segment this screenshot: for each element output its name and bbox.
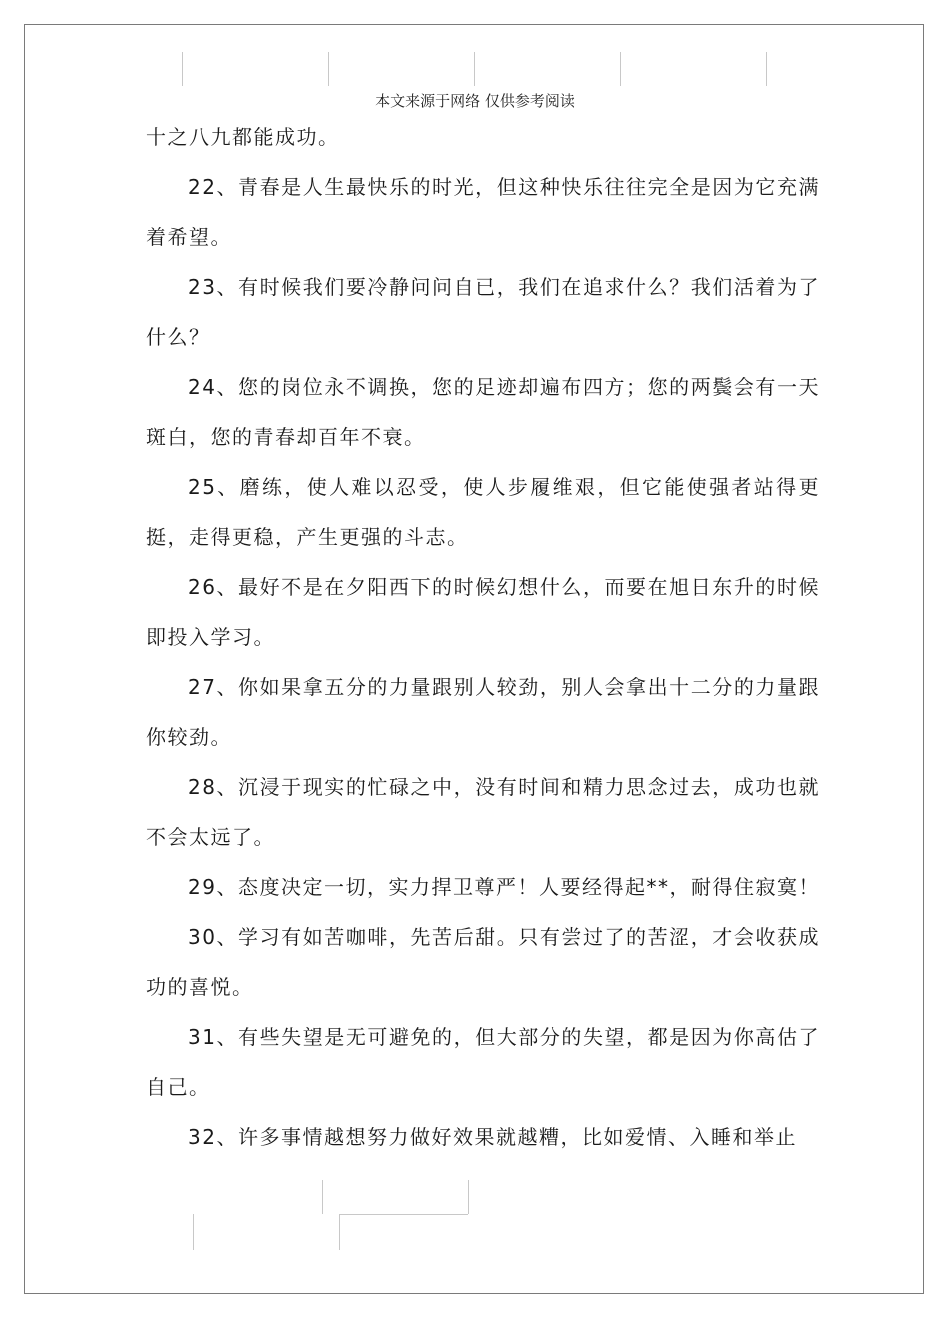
paragraph-27: 27、你如果拿五分的力量跟别人较劲，别人会拿出十二分的力量跟你较劲。 — [146, 675, 820, 749]
paragraph-22: 22、青春是人生最快乐的时光，但这种快乐往往完全是因为它充满着希望。 — [146, 175, 820, 249]
document-body — [146, 112, 820, 1162]
paragraph-23: 23、有时候我们要冷静问问自已，我们在追求什么？我们活着为了什么？ — [146, 275, 820, 349]
footer-mark-2 — [468, 1180, 469, 1214]
paragraph-26: 26、最好不是在夕阳西下的时候幻想什么，而要在旭日东升的时候即投入学习。 — [146, 575, 820, 649]
paragraph-25: 25、磨练，使人难以忍受，使人步履维艰，但它能使强者站得更挺，走得更稳，产生更强的斗志。 — [146, 475, 820, 549]
header-mark-3 — [474, 52, 475, 86]
paragraph-29: 29、态度决定一切，实力捍卫尊严！人要经得起**，耐得住寂寞！ — [188, 875, 820, 899]
paragraph-32: 32、许多事情越想努力做好效果就越糟，比如爱情、入睡和举止 — [188, 1125, 797, 1149]
paragraph-24: 24、您的岗位永不调换，您的足迹却遍布四方；您的两鬓会有一天斑白，您的青春却百年不衰。 — [146, 375, 820, 449]
paragraph-30: 30、学习有如苦咖啡，先苦后甜。只有尝过了的苦涩，才会收获成功的喜悦。 — [146, 925, 820, 999]
source-note: 本文来源于网络 仅供参考阅读 — [375, 92, 575, 110]
paragraph-28: 28、沉浸于现实的忙碌之中，没有时间和精力思念过去，成功也就不会太远了。 — [146, 775, 820, 849]
header-mark-4 — [620, 52, 621, 86]
header-mark-2 — [328, 52, 329, 86]
header-mark-1 — [182, 52, 183, 86]
footer-mark-5 — [339, 1214, 340, 1250]
paragraph-0: 十之八九都能成功。 — [146, 125, 340, 149]
footer-mark-1 — [322, 1180, 323, 1214]
paragraph-31: 31、有些失望是无可避免的，但大部分的失望，都是因为你高估了自己。 — [146, 1025, 820, 1099]
header-mark-5 — [766, 52, 767, 86]
footer-mark-3 — [340, 1214, 468, 1215]
footer-mark-4 — [193, 1214, 194, 1250]
